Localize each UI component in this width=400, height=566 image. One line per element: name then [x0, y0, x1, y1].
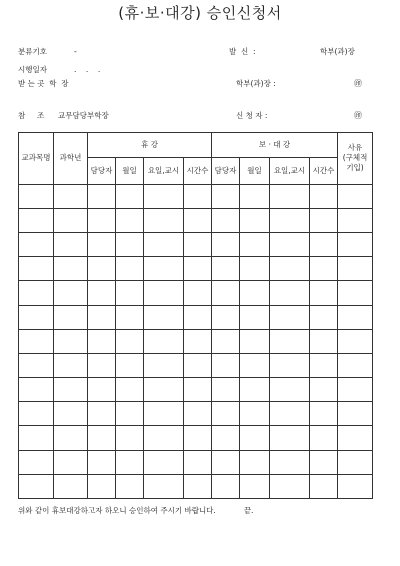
header-cancel-person: 담당자 [88, 158, 116, 184]
footer-statement [18, 505, 253, 516]
table-cell[interactable] [144, 353, 184, 377]
table-cell[interactable] [144, 281, 184, 305]
table-cell[interactable] [19, 402, 54, 426]
table-row [19, 378, 373, 402]
table-cell[interactable] [54, 257, 88, 281]
table-cell[interactable] [212, 353, 240, 377]
table-cell[interactable] [338, 426, 373, 450]
table-cell[interactable] [19, 208, 54, 232]
form-title: (휴·보·대강) 승인신청서 [118, 4, 282, 22]
table-cell[interactable] [116, 257, 144, 281]
table-cell[interactable] [144, 329, 184, 353]
table-cell[interactable] [338, 402, 373, 426]
table-cell[interactable] [116, 329, 144, 353]
table-cell[interactable] [19, 232, 54, 256]
table-cell[interactable] [88, 426, 116, 450]
table-cell[interactable] [240, 281, 270, 305]
table-cell[interactable] [88, 305, 116, 329]
table-cell[interactable] [54, 208, 88, 232]
table-cell[interactable] [116, 232, 144, 256]
table-cell[interactable] [240, 184, 270, 208]
table-cell[interactable] [19, 305, 54, 329]
table-cell[interactable] [212, 426, 240, 450]
table-cell[interactable] [310, 402, 338, 426]
table-cell[interactable] [212, 474, 240, 498]
table-cell[interactable] [184, 305, 212, 329]
table-cell[interactable] [88, 353, 116, 377]
table-cell[interactable] [240, 257, 270, 281]
table-row [19, 402, 373, 426]
table-cell[interactable] [116, 281, 144, 305]
schedule-table [18, 132, 373, 499]
table-cell[interactable] [184, 426, 212, 450]
table-cell[interactable] [338, 353, 373, 377]
sender-label: 발 신 : [229, 47, 256, 56]
table-cell[interactable] [116, 426, 144, 450]
table-cell[interactable] [54, 402, 88, 426]
table-row [19, 329, 373, 353]
table-cell[interactable] [212, 329, 240, 353]
header-reason [338, 133, 373, 185]
table-cell[interactable] [310, 281, 338, 305]
dept-head-seal-mark: ㊞ [354, 79, 362, 88]
table-cell[interactable] [270, 474, 310, 498]
table-cell[interactable] [88, 378, 116, 402]
table-cell[interactable] [88, 257, 116, 281]
table-cell[interactable] [144, 450, 184, 474]
table-cell[interactable] [212, 402, 240, 426]
table-cell[interactable] [184, 353, 212, 377]
table-cell[interactable] [240, 305, 270, 329]
table-cell[interactable] [310, 450, 338, 474]
class-no-value: - [74, 47, 77, 56]
table-cell[interactable] [310, 426, 338, 450]
table-cell[interactable] [212, 450, 240, 474]
table-cell[interactable] [88, 450, 116, 474]
table-row [19, 208, 373, 232]
table-cell[interactable] [212, 232, 240, 256]
table-cell[interactable] [184, 281, 212, 305]
ref-label: 참 조 [18, 111, 45, 120]
table-cell[interactable] [212, 208, 240, 232]
table-cell[interactable] [54, 474, 88, 498]
table-cell[interactable] [116, 402, 144, 426]
table-cell[interactable] [310, 329, 338, 353]
table-cell[interactable] [240, 426, 270, 450]
table-cell[interactable] [54, 353, 88, 377]
table-cell[interactable] [338, 208, 373, 232]
table-cell[interactable] [144, 305, 184, 329]
table-cell[interactable] [54, 281, 88, 305]
table-cell[interactable] [54, 450, 88, 474]
table-cell[interactable] [184, 450, 212, 474]
table-cell[interactable] [212, 184, 240, 208]
table-cell[interactable] [270, 281, 310, 305]
table-cell[interactable] [116, 184, 144, 208]
table-cell[interactable] [19, 329, 54, 353]
header-cancel-hours: 시간수 [184, 158, 212, 184]
table-cell[interactable] [338, 378, 373, 402]
table-row [19, 232, 373, 256]
header-reason-line3: 기입) [346, 163, 364, 173]
table-cell[interactable] [212, 281, 240, 305]
table-cell[interactable] [88, 281, 116, 305]
table-cell[interactable] [144, 232, 184, 256]
table-cell[interactable] [54, 426, 88, 450]
table-cell[interactable] [144, 208, 184, 232]
table-cell[interactable] [338, 257, 373, 281]
header-subject: 교과목명 [19, 133, 54, 185]
table-cell[interactable] [240, 208, 270, 232]
table-cell[interactable] [310, 184, 338, 208]
table-cell[interactable] [88, 474, 116, 498]
table-row [19, 281, 373, 305]
table-cell[interactable] [212, 378, 240, 402]
table-cell[interactable] [310, 378, 338, 402]
table-cell[interactable] [116, 378, 144, 402]
table-cell[interactable] [240, 474, 270, 498]
table-cell[interactable] [116, 450, 144, 474]
header-reason-line1: 사유 [347, 143, 363, 153]
table-cell[interactable] [338, 305, 373, 329]
table-cell[interactable] [270, 450, 310, 474]
recipient-label: 받 는 곳 학 장 [18, 79, 69, 88]
table-cell[interactable] [184, 329, 212, 353]
table-cell[interactable] [240, 450, 270, 474]
table-cell[interactable] [240, 329, 270, 353]
applicant-label: 신 청 자 : [236, 111, 268, 120]
table-cell[interactable] [88, 184, 116, 208]
table-cell[interactable] [310, 305, 338, 329]
footer-text: 위와 같이 휴보대강하고자 하오니 승인하여 주시기 바랍니다. [18, 506, 216, 515]
header-cancel-group: 휴 강 [88, 133, 212, 158]
table-row [19, 305, 373, 329]
table-cell[interactable] [310, 353, 338, 377]
header-cancel-date: 월일 [116, 158, 144, 184]
table-cell[interactable] [54, 329, 88, 353]
table-cell[interactable] [54, 378, 88, 402]
table-cell[interactable] [88, 208, 116, 232]
header-makeup-date: 월일 [240, 158, 270, 184]
table-cell[interactable] [270, 257, 310, 281]
table-cell[interactable] [144, 402, 184, 426]
table-cell[interactable] [310, 208, 338, 232]
header-reason-line2: (구체적 [342, 153, 368, 163]
effective-date-label: 시행일자 [18, 65, 47, 74]
table-cell[interactable] [144, 378, 184, 402]
table-cell[interactable] [144, 426, 184, 450]
table-cell[interactable] [116, 305, 144, 329]
footer-end: 끝. [243, 506, 254, 515]
table-cell[interactable] [88, 329, 116, 353]
table-cell[interactable] [270, 353, 310, 377]
table-cell[interactable] [240, 353, 270, 377]
table-cell[interactable] [19, 450, 54, 474]
header-makeup-person: 담당자 [212, 158, 240, 184]
table-cell[interactable] [338, 184, 373, 208]
table-cell[interactable] [54, 232, 88, 256]
table-cell[interactable] [184, 184, 212, 208]
table-cell[interactable] [184, 474, 212, 498]
header-makeup-period: 요일,교시 [270, 158, 310, 184]
ref-value: 교무담당부학장 [58, 111, 109, 120]
table-cell[interactable] [144, 257, 184, 281]
sender-value: 학부(과)장 [320, 47, 355, 56]
table-cell[interactable] [338, 450, 373, 474]
table-cell[interactable] [212, 257, 240, 281]
table-cell[interactable] [19, 474, 54, 498]
table-cell[interactable] [338, 281, 373, 305]
table-cell[interactable] [19, 426, 54, 450]
table-cell[interactable] [184, 402, 212, 426]
table-row [19, 353, 373, 377]
table-cell[interactable] [116, 353, 144, 377]
table-cell[interactable] [184, 378, 212, 402]
header-makeup-hours: 시간수 [310, 158, 338, 184]
header-grade: 과학년 [54, 133, 88, 185]
table-cell[interactable] [116, 474, 144, 498]
table-cell[interactable] [88, 232, 116, 256]
table-cell[interactable] [338, 474, 373, 498]
table-cell[interactable] [54, 184, 88, 208]
table-cell[interactable] [144, 474, 184, 498]
table-cell[interactable] [270, 426, 310, 450]
table-cell[interactable] [270, 402, 310, 426]
table-cell[interactable] [270, 184, 310, 208]
table-cell[interactable] [270, 208, 310, 232]
table-row [19, 450, 373, 474]
dept-head-label: 학부(과)장 : [236, 79, 276, 88]
table-row [19, 474, 373, 498]
table-cell[interactable] [116, 208, 144, 232]
table-cell[interactable] [144, 184, 184, 208]
table-cell[interactable] [184, 257, 212, 281]
class-no-label: 분류기호 [18, 47, 47, 56]
table-row [19, 257, 373, 281]
effective-date-value: . . . [74, 65, 101, 74]
table-cell[interactable] [88, 402, 116, 426]
table-cell[interactable] [310, 257, 338, 281]
table-row [19, 426, 373, 450]
table-cell[interactable] [19, 353, 54, 377]
table-cell[interactable] [240, 232, 270, 256]
table-cell[interactable] [270, 329, 310, 353]
table-cell[interactable] [310, 232, 338, 256]
table-cell[interactable] [212, 305, 240, 329]
table-cell[interactable] [19, 378, 54, 402]
table-cell[interactable] [240, 402, 270, 426]
table-cell[interactable] [19, 257, 54, 281]
table-cell[interactable] [54, 305, 88, 329]
table-row [19, 184, 373, 208]
header-cancel-period: 요일,교시 [144, 158, 184, 184]
table-cell[interactable] [338, 232, 373, 256]
applicant-seal-mark: ㊞ [354, 111, 362, 120]
table-cell[interactable] [270, 232, 310, 256]
table-cell[interactable] [270, 305, 310, 329]
table-cell[interactable] [19, 184, 54, 208]
header-makeup-group: 보 · 대 강 [212, 133, 338, 158]
table-cell[interactable] [270, 378, 310, 402]
table-cell[interactable] [184, 208, 212, 232]
table-cell[interactable] [184, 232, 212, 256]
table-cell[interactable] [310, 474, 338, 498]
table-cell[interactable] [240, 378, 270, 402]
table-cell[interactable] [338, 329, 373, 353]
table-cell[interactable] [19, 281, 54, 305]
